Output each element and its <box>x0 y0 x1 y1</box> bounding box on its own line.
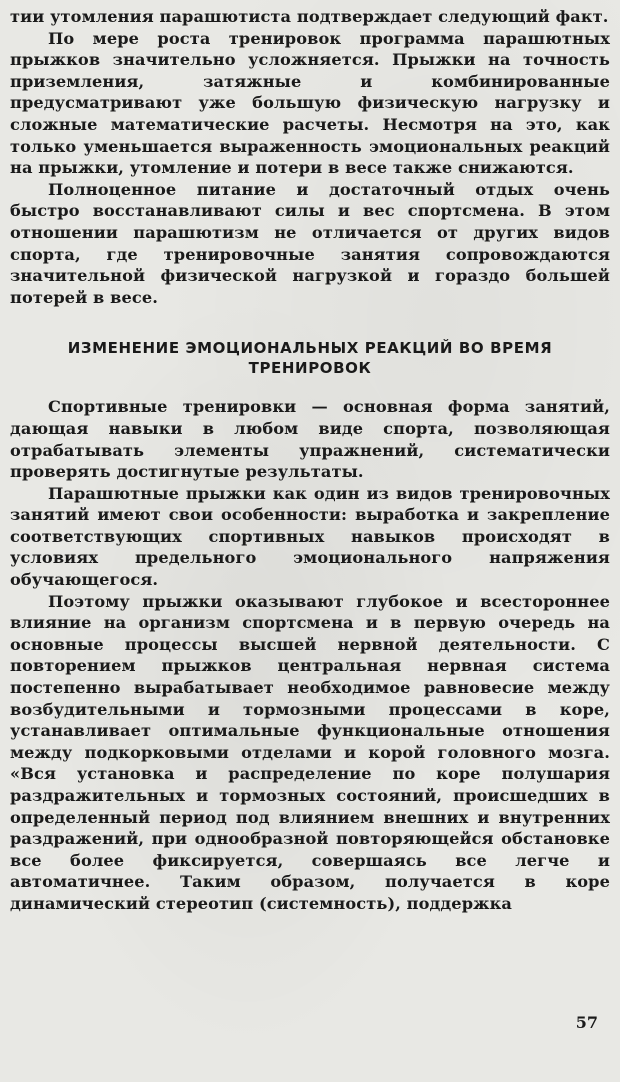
page-number: 57 <box>575 1013 598 1032</box>
paragraph-sports-training: Спортивные тренировки — основная форма занятий, дающая навыки в любом виде спорта, позволяющая отрабатывать элементы упражнений, систематически проверять достигнутые результаты. <box>10 397 610 482</box>
paragraph-nervous-system: Поэтому прыжки оказывают глубокое и всестороннее влияние на организм спортсмена и в первую очередь на основные процессы высшей нервной деятельности. С повторением прыжков центральная нервная система постепенно вырабатывает необходимое равновесие между возбудительными и тормозными процессами в коре, устанавливает оптимальные функциональные отношения между подкорковыми отделами и корой головного мозга. «Вся установка и распределение по коре полушария раздражительных и тормозных состояний, происшедших в определенный период под влиянием внешних и внутренних раздражений, при однообразной повторяющейся обстановке все более фиксируется, совершаясь все легче и автоматичнее. Таким образом, получается в коре динамический стереотип (системность), поддержка <box>10 591 610 913</box>
paragraph-continuation: тии утомления парашютиста подтверждает следующий факт. <box>10 7 609 26</box>
paragraph-nutrition-rest: Полноценное питание и достаточный отдых очень быстро восстанавливают силы и вес спортсмена. В этом отношении парашютизм не отличается от других видов спорта, где тренировочные занятия сопровождаются значительной физической нагрузкой и гораздо большей потерей в весе. <box>10 179 610 307</box>
paragraph-parachute-jumps: Парашютные прыжки как один из видов тренировочных занятий имеют свои особенности: выработка и закрепление соответствующих спортивных навыков происходят в условиях предельного эмоционального напряжения обучающегося. <box>10 483 610 590</box>
paragraph-training-program: По мере роста тренировок программа парашютных прыжков значительно усложняется. Прыжки на точность приземления, затяжные и комбинированные предусматривают уже большую физическую нагрузку и сложные математические расчеты. Несмотря на это, как только уменьшается выраженность эмоциональных реакций на прыжки, утомление и потери в весе также снижаются. <box>10 28 610 178</box>
section-heading: ИЗМЕНЕНИЕ ЭМОЦИОНАЛЬНЫХ РЕАКЦИЙ ВО ВРЕМЯ ТРЕНИРОВОК <box>67 339 553 378</box>
